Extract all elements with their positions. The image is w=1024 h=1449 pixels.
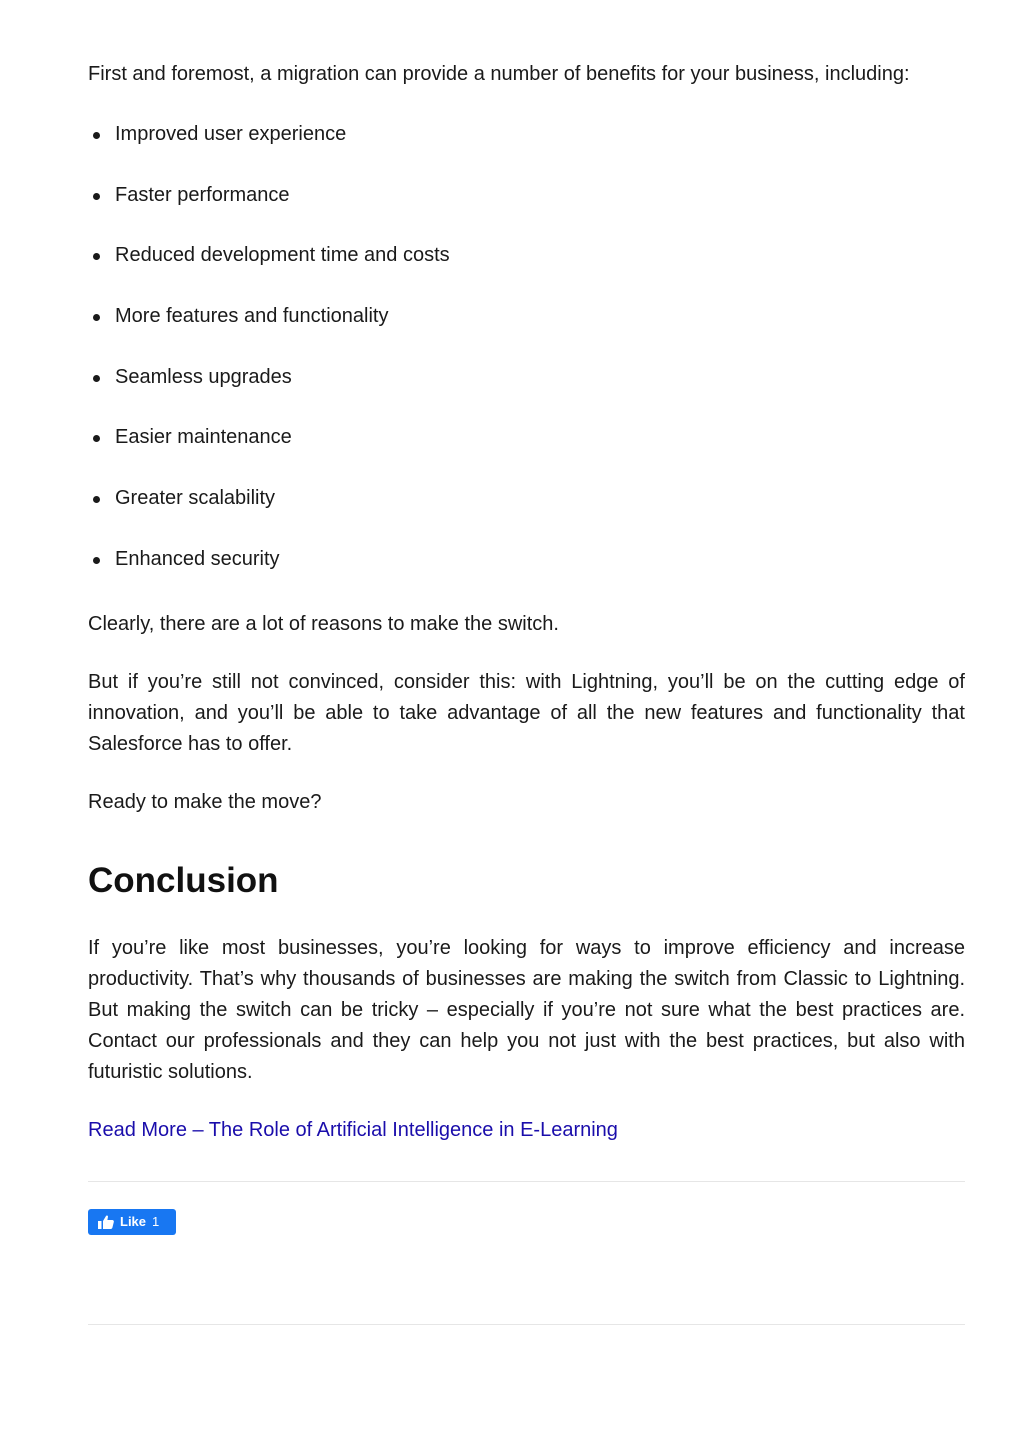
benefit-text: Faster performance — [115, 183, 290, 206]
conclusion-heading: Conclusion — [88, 861, 279, 900]
benefit-text: Greater scalability — [115, 487, 276, 510]
list-item — [88, 422, 450, 483]
bullet-icon — [93, 314, 100, 321]
benefit-text: Enhanced security — [115, 547, 280, 570]
benefit-text: Seamless upgrades — [115, 365, 292, 388]
like-label: Like — [120, 1214, 147, 1229]
thumbs-up-icon — [98, 1215, 114, 1229]
but-paragraph: But if you’re still not convinced, consider this: with Lightning, you’ll be on the cutting edge of innovation, and you’ll be able to take advantage of all the new features and functionality that Salesforce has to offer. — [88, 671, 965, 755]
like-count: 1 — [152, 1214, 160, 1229]
list-item — [88, 240, 450, 301]
list-item — [88, 301, 450, 362]
benefits-list — [88, 119, 450, 605]
intro-paragraph: First and foremost, a migration can provide a number of benefits for your business, including: — [88, 63, 910, 85]
bullet-icon — [93, 193, 100, 200]
divider — [88, 1324, 965, 1325]
benefit-text: Improved user experience — [115, 123, 347, 145]
list-item — [88, 544, 450, 605]
divider — [88, 1181, 965, 1182]
list-item — [88, 362, 450, 423]
benefit-text: Reduced development time and costs — [115, 244, 450, 267]
bullet-icon — [93, 496, 100, 503]
bullet-icon — [93, 375, 100, 382]
read-more-link[interactable]: Read More – The Role of Artificial Intelligence in E-Learning — [88, 1119, 618, 1141]
list-item — [88, 483, 450, 544]
list-item — [88, 180, 450, 241]
bullet-icon — [93, 253, 100, 260]
benefit-text: Easier maintenance — [115, 426, 292, 449]
bullet-icon — [93, 435, 100, 442]
benefit-text: More features and functionality — [115, 305, 389, 328]
list-item — [88, 119, 450, 180]
bullet-icon — [93, 132, 100, 139]
clearly-paragraph: Clearly, there are a lot of reasons to make the switch. — [88, 613, 559, 635]
ready-paragraph: Ready to make the move? — [88, 791, 322, 813]
facebook-like-button[interactable] — [88, 1209, 176, 1235]
bullet-icon — [93, 557, 100, 564]
conclusion-paragraph: If you’re like most businesses, you’re looking for ways to improve efficiency and increase productivity. That’s why thousands of businesses are making the switch from Classic to Lightning. But making the switch can be tricky – especially if you’re not sure what the best practices are. Contact our professionals and they can help you not just with the best practices, but also with futuristic solutions. — [88, 937, 965, 1083]
